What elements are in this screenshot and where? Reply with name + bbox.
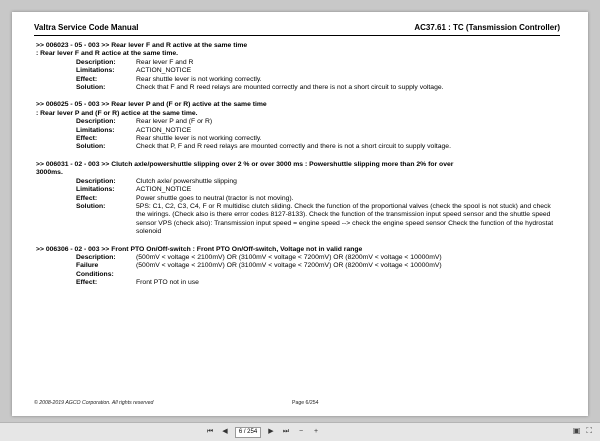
viewer-toolbar	[0, 422, 600, 441]
code-entry-006025	[36, 101, 560, 151]
entry-row	[36, 127, 560, 135]
manual-title: Valtra Service Code Manual	[34, 23, 139, 32]
row-label: Solution:	[76, 143, 106, 151]
row-value: (500mV < voltage < 2100mV) OR (3100mV < voltage < 7200mV) OR (8200mV < voltage < 10000mV)	[136, 253, 442, 261]
entry-subtitle: : Rear lever F and R actice at the same time.	[36, 50, 179, 58]
row-label: Effect:	[76, 135, 98, 143]
entry-row	[36, 262, 560, 279]
first-page-icon[interactable]: ⏮	[206, 428, 214, 435]
entry-row	[36, 84, 560, 92]
row-label: Limitations:	[76, 126, 115, 134]
row-label: Description:	[76, 58, 116, 66]
entry-row	[36, 135, 560, 143]
page-content	[36, 42, 560, 297]
row-value: Check that F and R reed relays are mounted correctly and there is not a short circuit to supply voltage.	[136, 84, 444, 92]
next-page-icon[interactable]: ▶	[268, 428, 274, 435]
row-value: (500mV < voltage < 2100mV) OR (3100mV < voltage < 7200mV) OR (8200mV < voltage < 10000mV)	[136, 262, 442, 270]
row-value: Check that P, F and R reed relays are mounted correctly and there is not a short circuit to supply voltage.	[136, 143, 451, 151]
section-title: AC37.61 : TC (Tansmission Controller)	[414, 23, 560, 32]
previous-page-icon[interactable]: ◀	[222, 428, 228, 435]
row-value: Front PTO not in use	[136, 279, 199, 287]
page-header	[34, 20, 560, 36]
viewer-controls	[573, 426, 592, 436]
code-entry-006306	[36, 246, 560, 288]
row-label: Description:	[76, 177, 116, 185]
page-number: Page 6/254	[292, 400, 319, 406]
document-page	[12, 12, 588, 416]
row-value: Rear lever F and R	[136, 58, 194, 66]
row-label: Effect:	[76, 75, 98, 83]
entry-title: >> 006023 - 05 - 003 >> Rear lever F and R active at the same time	[36, 42, 248, 49]
page-navigation	[205, 426, 321, 438]
row-label: Failure Conditions:	[76, 262, 114, 278]
row-label: Description:	[76, 118, 116, 126]
entry-row	[36, 254, 560, 262]
code-entry-006031	[36, 161, 560, 237]
zoom-out-button[interactable]: −	[298, 428, 304, 435]
row-label: Limitations:	[76, 67, 115, 75]
zoom-in-button[interactable]: +	[313, 428, 319, 435]
entry-row	[36, 76, 560, 84]
entry-row	[36, 203, 560, 237]
row-label: Description:	[76, 253, 116, 261]
row-value: ACTION_NOTICE	[136, 186, 192, 194]
row-value: 5PS: C1, C2, C3, C4, F or R multidisc clutch sliding. Check the function of the proportional valves (check the spool is not stuck) and check the wirings. (Check also is there error codes 8127-8133). Check the function of the transmission input speed sensor and the shuttle speed sensor VPS (check also): Transmission input speed = engine speed --> check the engine speed sensor Check the function of the hydrostat solenoid	[136, 202, 554, 236]
row-label: Solution:	[76, 84, 106, 92]
row-value: Rear shuttle lever is not working correctly.	[136, 75, 262, 83]
entry-row	[36, 143, 560, 151]
entry-subtitle: 3000ms.	[36, 169, 63, 177]
entry-subtitle: : Rear lever P and (F or R) actice at the same time.	[36, 109, 198, 117]
row-label: Limitations:	[76, 186, 115, 194]
row-value: ACTION_NOTICE	[136, 67, 192, 75]
entry-row	[36, 67, 560, 75]
entry-title: >> 006306 - 02 - 003 >> Front PTO On/Off-switch : Front PTO On/Off-switch, Voltage not in valid range	[36, 245, 363, 253]
entry-row	[36, 118, 560, 126]
entry-title: >> 006031 - 02 - 003 >> Clutch axle/powershuttle slipping over 2 % or over 3000 ms : Powershuttle slipping more than 2% for over	[36, 160, 454, 168]
entry-row	[36, 195, 560, 203]
row-label: Effect:	[76, 279, 98, 287]
entry-row	[36, 186, 560, 194]
code-entry-006023	[36, 42, 560, 92]
row-value: ACTION_NOTICE	[136, 126, 192, 134]
entry-row	[36, 279, 560, 287]
row-label: Solution:	[76, 202, 106, 210]
row-value: Rear shuttle lever is not working correctly.	[136, 135, 262, 143]
row-value: Power shuttle goes to neutral (tractor is not moving).	[136, 194, 294, 202]
row-value: Clutch axle/ powershuttle slipping	[136, 177, 237, 185]
copyright-text: © 2008-2019 AGCO Corporation. All rights reserved	[34, 400, 154, 406]
last-page-icon[interactable]: ⏭	[282, 428, 290, 435]
row-value: Rear lever P and (F or R)	[136, 118, 213, 126]
entry-row	[36, 178, 560, 186]
fit-page-icon[interactable]: ▣	[572, 426, 581, 435]
entry-title: >> 006025 - 05 - 003 >> Rear lever P and (F or R) active at the same time	[36, 101, 267, 109]
page-number-input[interactable]	[235, 427, 261, 438]
fullscreen-icon[interactable]: ⛶	[586, 426, 592, 435]
row-label: Effect:	[76, 194, 98, 202]
entry-row	[36, 59, 560, 67]
